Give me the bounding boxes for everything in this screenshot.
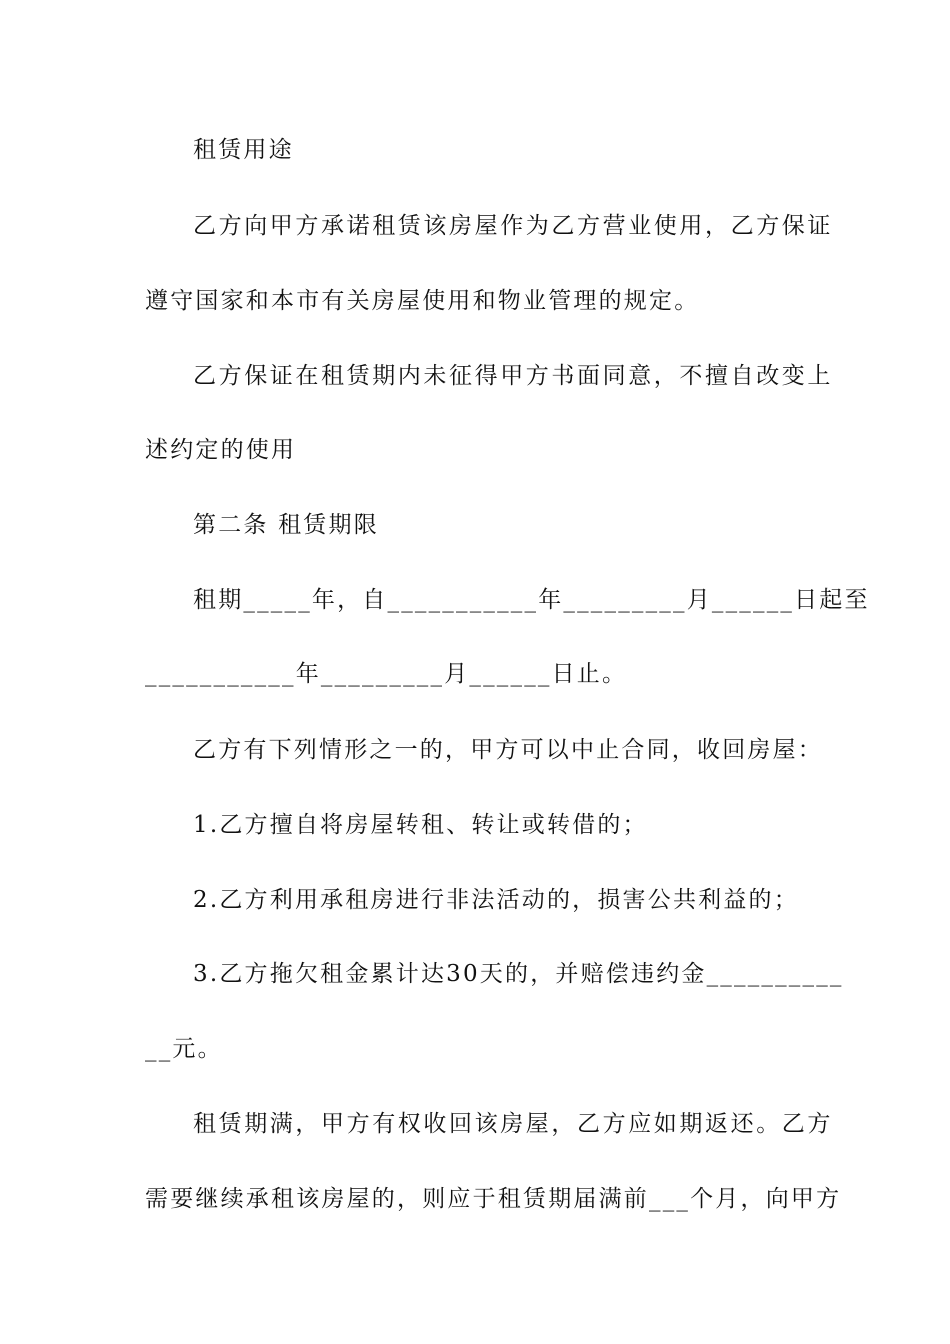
paragraph-line: 述约定的使用 xyxy=(145,437,297,463)
paragraph-line: 乙方有下列情形之一的，甲方可以中止合同，收回房屋： xyxy=(193,737,823,763)
article-heading: 第二条 租赁期限 xyxy=(193,512,379,538)
paragraph-line: 需要继续承租该房屋的，则应于租赁期届满前___个月，向甲方 xyxy=(145,1186,842,1212)
paragraph-line: 遵守国家和本市有关房屋使用和物业管理的规定。 xyxy=(145,288,700,314)
list-item: 3.乙方拖欠租金累计达30天的，并赔偿违约金__________ xyxy=(193,961,844,987)
section-heading-usage: 租赁用途 xyxy=(193,137,294,163)
paragraph-line: 乙方向甲方承诺租赁该房屋作为乙方营业使用，乙方保证 xyxy=(193,213,833,239)
paragraph-line: 租赁期满，甲方有权收回该房屋，乙方应如期返还。乙方 xyxy=(193,1111,833,1137)
list-item: 1.乙方擅自将房屋转租、转让或转借的； xyxy=(193,812,648,838)
list-item-continuation: __元。 xyxy=(145,1036,223,1062)
list-item: 2.乙方利用承租房进行非法活动的，损害公共利益的； xyxy=(193,887,799,913)
lease-term-line: ___________年_________月______日止。 xyxy=(145,661,628,687)
paragraph-line: 乙方保证在租赁期内未征得甲方书面同意，不擅自改变上 xyxy=(193,363,833,389)
lease-term-line: 租期_____年，自___________年_________月______日起至 xyxy=(193,587,870,613)
